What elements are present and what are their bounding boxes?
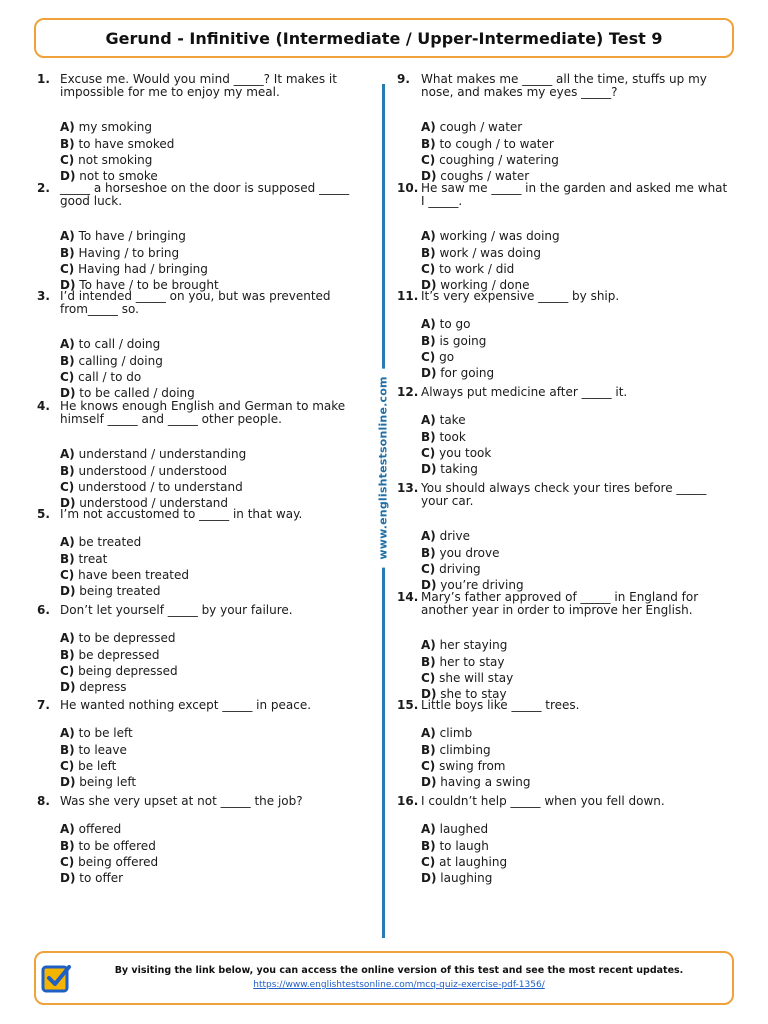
option-letter: B) [60, 464, 75, 478]
option-text: not smoking [78, 153, 153, 167]
option-letter: D) [60, 278, 76, 292]
option-text: to leave [78, 743, 127, 757]
option-text: drive [439, 529, 470, 543]
option-text: you drove [439, 546, 500, 560]
answer-option[interactable] [421, 230, 560, 243]
question-number: 7. [37, 698, 50, 712]
option-text: to go [439, 317, 471, 331]
option-text: understood / understood [78, 464, 227, 478]
option-letter: A) [60, 229, 75, 243]
option-letter: A) [60, 822, 75, 836]
option-letter: D) [421, 278, 437, 292]
option-letter: D) [421, 578, 437, 592]
option-letter: C) [60, 664, 75, 678]
question-number: 2. [37, 181, 50, 195]
option-letter: B) [421, 334, 436, 348]
option-letter: D) [60, 680, 76, 694]
question-stem: I’m not accustomed to _____ in that way. [60, 507, 303, 521]
option-text: being depressed [78, 664, 178, 678]
option-text: being left [79, 775, 137, 789]
answer-option[interactable] [421, 823, 488, 836]
option-letter: D) [60, 496, 76, 510]
option-letter: A) [60, 726, 75, 740]
option-text: she to stay [440, 687, 507, 701]
option-text: laughing [440, 871, 493, 885]
option-text: not to smoke [79, 169, 158, 183]
option-text: having a swing [440, 775, 531, 789]
option-text: she will stay [439, 671, 514, 685]
answer-option[interactable] [60, 727, 133, 740]
option-letter: C) [421, 153, 436, 167]
option-letter: A) [421, 529, 436, 543]
option-letter: C) [60, 568, 75, 582]
option-text: coughing / watering [439, 153, 559, 167]
option-text: cough / water [439, 120, 523, 134]
option-letter: C) [421, 562, 436, 576]
option-letter: D) [60, 584, 76, 598]
option-text: to be left [78, 726, 133, 740]
answer-option[interactable] [60, 840, 156, 853]
question-stem: Excuse me. Would you mind _____? It makes it impossible for me to enjoy my meal. [60, 72, 337, 99]
answer-option[interactable] [421, 856, 507, 869]
question-stem: What makes me _____ all the time, stuffs up my nose, and makes my eyes _____? [421, 72, 707, 99]
answer-option[interactable] [421, 530, 470, 543]
option-letter: B) [421, 655, 436, 669]
option-text: To have / bringing [78, 229, 186, 243]
site-watermark: www.englishtestsonline.com [373, 368, 394, 567]
option-letter: C) [60, 480, 75, 494]
answer-option[interactable] [421, 121, 522, 134]
option-text: swing from [439, 759, 506, 773]
answer-option[interactable] [60, 632, 175, 645]
answer-option[interactable] [60, 681, 126, 694]
answer-option[interactable] [60, 465, 227, 478]
option-text: at laughing [439, 855, 508, 869]
option-text: calling / doing [78, 354, 163, 368]
answer-option[interactable] [421, 547, 499, 560]
option-letter: D) [60, 775, 76, 789]
option-text: be left [78, 759, 117, 773]
option-text: her staying [439, 638, 508, 652]
answer-option[interactable] [421, 727, 472, 740]
option-letter: C) [421, 446, 436, 460]
answer-option[interactable] [60, 553, 107, 566]
question-number: 1. [37, 72, 50, 86]
answer-option[interactable] [421, 447, 491, 460]
answer-option[interactable] [421, 672, 513, 685]
option-letter: D) [421, 462, 437, 476]
question-number: 4. [37, 399, 50, 413]
question-stem: _____ a horseshoe on the door is supposed _____ good luck. [60, 181, 350, 208]
option-letter: C) [421, 350, 436, 364]
option-text: to be depressed [78, 631, 176, 645]
option-text: you took [439, 446, 492, 460]
answer-option[interactable] [60, 856, 158, 869]
option-text: To have / to be brought [79, 278, 219, 292]
option-text: to be called / doing [79, 386, 195, 400]
option-text: to call / doing [78, 337, 161, 351]
option-letter: D) [60, 871, 76, 885]
question-number: 5. [37, 507, 50, 521]
option-letter: B) [60, 552, 75, 566]
question-stem: Little boys like _____ trees. [421, 698, 580, 712]
option-letter: C) [421, 671, 436, 685]
question-number: 10. [397, 181, 419, 195]
option-letter: C) [421, 759, 436, 773]
answer-option[interactable] [421, 138, 554, 151]
answer-option[interactable] [60, 371, 141, 384]
option-text: work / was doing [439, 246, 541, 260]
answer-option[interactable] [60, 776, 136, 789]
question-stem: Don’t let yourself _____ by your failure. [60, 603, 293, 617]
question-stem: He wanted nothing except _____ in peace. [60, 698, 312, 712]
option-text: be treated [78, 535, 142, 549]
answer-option[interactable] [60, 121, 152, 134]
answer-option[interactable] [60, 760, 116, 773]
option-text: Having / to bring [78, 246, 180, 260]
answer-option[interactable] [60, 649, 159, 662]
option-letter: B) [60, 743, 75, 757]
option-text: for going [440, 366, 495, 380]
answer-option[interactable] [60, 338, 160, 351]
answer-option[interactable] [60, 536, 141, 549]
option-letter: D) [421, 871, 437, 885]
option-letter: D) [60, 169, 76, 183]
footer-text: By visiting the link below, you can access the online version of this test and see the most recent updates. [114, 965, 684, 976]
option-letter: B) [421, 839, 436, 853]
option-letter: B) [60, 137, 75, 151]
question-number: 12. [397, 385, 419, 399]
answer-option[interactable] [421, 639, 507, 652]
option-letter: B) [60, 246, 75, 260]
option-text: climb [439, 726, 473, 740]
option-text: working / was doing [439, 229, 560, 243]
option-letter: D) [60, 386, 76, 400]
option-letter: C) [60, 262, 75, 276]
question-number: 13. [397, 481, 419, 495]
answer-option[interactable] [421, 318, 470, 331]
option-letter: A) [60, 337, 75, 351]
option-text: working / done [440, 278, 530, 292]
answer-option[interactable] [421, 656, 504, 669]
option-text: you’re driving [440, 578, 524, 592]
option-text: being offered [78, 855, 159, 869]
answer-option[interactable] [421, 760, 506, 773]
answer-option[interactable] [421, 335, 486, 348]
answer-option[interactable] [60, 872, 123, 885]
answer-option[interactable] [421, 263, 514, 276]
checkbox-check-icon [40, 961, 74, 995]
answer-option[interactable] [421, 463, 478, 476]
question-number: 15. [397, 698, 419, 712]
option-letter: A) [60, 631, 75, 645]
answer-option[interactable] [60, 823, 121, 836]
option-text: to laugh [439, 839, 489, 853]
option-letter: D) [421, 169, 437, 183]
option-text: understand / understanding [78, 447, 247, 461]
option-text: climbing [439, 743, 491, 757]
option-letter: C) [421, 855, 436, 869]
option-letter: C) [60, 759, 75, 773]
answer-option[interactable] [421, 154, 559, 167]
option-letter: B) [60, 354, 75, 368]
option-text: to offer [79, 871, 124, 885]
option-text: her to stay [439, 655, 505, 669]
option-text: to cough / to water [439, 137, 554, 151]
option-letter: C) [60, 153, 75, 167]
option-text: took [439, 430, 466, 444]
option-text: to have smoked [78, 137, 175, 151]
question-stem: I couldn’t help _____ when you fell down. [421, 794, 665, 808]
answer-option[interactable] [60, 481, 243, 494]
option-text: treat [78, 552, 108, 566]
answer-option[interactable] [421, 563, 481, 576]
option-letter: A) [60, 120, 75, 134]
footer-box [34, 951, 734, 1005]
answer-option[interactable] [421, 776, 531, 789]
question-stem: I’d intended _____ on you, but was prevented from_____ so. [60, 289, 331, 316]
option-text: taking [440, 462, 478, 476]
answer-option[interactable] [60, 154, 152, 167]
option-letter: A) [421, 413, 436, 427]
answer-option[interactable] [60, 230, 186, 243]
option-letter: D) [421, 687, 437, 701]
answer-option[interactable] [60, 744, 127, 757]
option-text: understood / to understand [78, 480, 243, 494]
option-letter: A) [421, 120, 436, 134]
option-text: be depressed [78, 648, 160, 662]
option-text: understood / understand [79, 496, 229, 510]
option-letter: B) [421, 430, 436, 444]
option-letter: A) [421, 638, 436, 652]
option-letter: C) [60, 370, 75, 384]
option-letter: B) [60, 839, 75, 853]
question-stem: You should always check your tires before _____ your car. [421, 481, 707, 508]
option-text: to be offered [78, 839, 156, 853]
question-number: 3. [37, 289, 50, 303]
question-stem: It’s very expensive _____ by ship. [421, 289, 620, 303]
question-number: 9. [397, 72, 410, 86]
option-letter: A) [421, 822, 436, 836]
answer-option[interactable] [60, 585, 160, 598]
option-letter: A) [60, 447, 75, 461]
answer-option[interactable] [421, 367, 494, 380]
answer-option[interactable] [60, 569, 189, 582]
option-letter: A) [421, 317, 436, 331]
option-letter: B) [421, 137, 436, 151]
answer-option[interactable] [421, 431, 466, 444]
question-number: 11. [397, 289, 419, 303]
option-letter: B) [421, 246, 436, 260]
option-letter: B) [421, 546, 436, 560]
answer-option[interactable] [421, 414, 466, 427]
question-stem: He saw me _____ in the garden and asked me what I _____. [421, 181, 728, 208]
option-text: driving [439, 562, 481, 576]
question-number: 6. [37, 603, 50, 617]
question-number: 8. [37, 794, 50, 808]
answer-option[interactable] [421, 840, 489, 853]
option-text: to work / did [439, 262, 515, 276]
option-letter: C) [421, 262, 436, 276]
option-text: call / to do [78, 370, 142, 384]
answer-option[interactable] [421, 247, 541, 260]
option-letter: B) [421, 743, 436, 757]
answer-option[interactable] [60, 448, 246, 461]
option-text: depress [79, 680, 127, 694]
option-letter: A) [421, 726, 436, 740]
option-letter: D) [421, 775, 437, 789]
page-title: Gerund - Infinitive (Intermediate / Upper-Intermediate) Test 9 [105, 28, 663, 48]
answer-option[interactable] [60, 247, 179, 260]
question-number: 16. [397, 794, 419, 808]
option-text: coughs / water [440, 169, 530, 183]
title-box [34, 18, 734, 58]
question-stem: Mary’s father approved of _____ in England for another year in order to improve her English. [421, 590, 699, 617]
footer-link[interactable]: https://www.englishtestsonline.com/mcq-quiz-exercise-pdf-1356/ [253, 980, 545, 990]
answer-option[interactable] [60, 138, 174, 151]
option-letter: C) [60, 855, 75, 869]
answer-option[interactable] [421, 872, 492, 885]
option-text: Having had / bringing [78, 262, 208, 276]
option-text: being treated [79, 584, 161, 598]
question-stem: Was she very upset at not _____ the job? [60, 794, 303, 808]
answer-option[interactable] [421, 744, 491, 757]
option-text: take [439, 413, 466, 427]
question-stem: He knows enough English and German to make himself _____ and _____ other people. [60, 399, 346, 426]
answer-option[interactable] [60, 665, 178, 678]
answer-option[interactable] [60, 263, 208, 276]
answer-option[interactable] [60, 355, 163, 368]
option-text: laughed [439, 822, 489, 836]
option-letter: D) [421, 366, 437, 380]
option-letter: A) [60, 535, 75, 549]
option-text: my smoking [78, 120, 153, 134]
option-text: is going [439, 334, 487, 348]
option-text: have been treated [78, 568, 190, 582]
question-number: 14. [397, 590, 419, 604]
question-stem: Always put medicine after _____ it. [421, 385, 628, 399]
option-letter: B) [60, 648, 75, 662]
option-letter: A) [421, 229, 436, 243]
answer-option[interactable] [421, 351, 454, 364]
option-text: offered [78, 822, 122, 836]
option-text: go [439, 350, 455, 364]
